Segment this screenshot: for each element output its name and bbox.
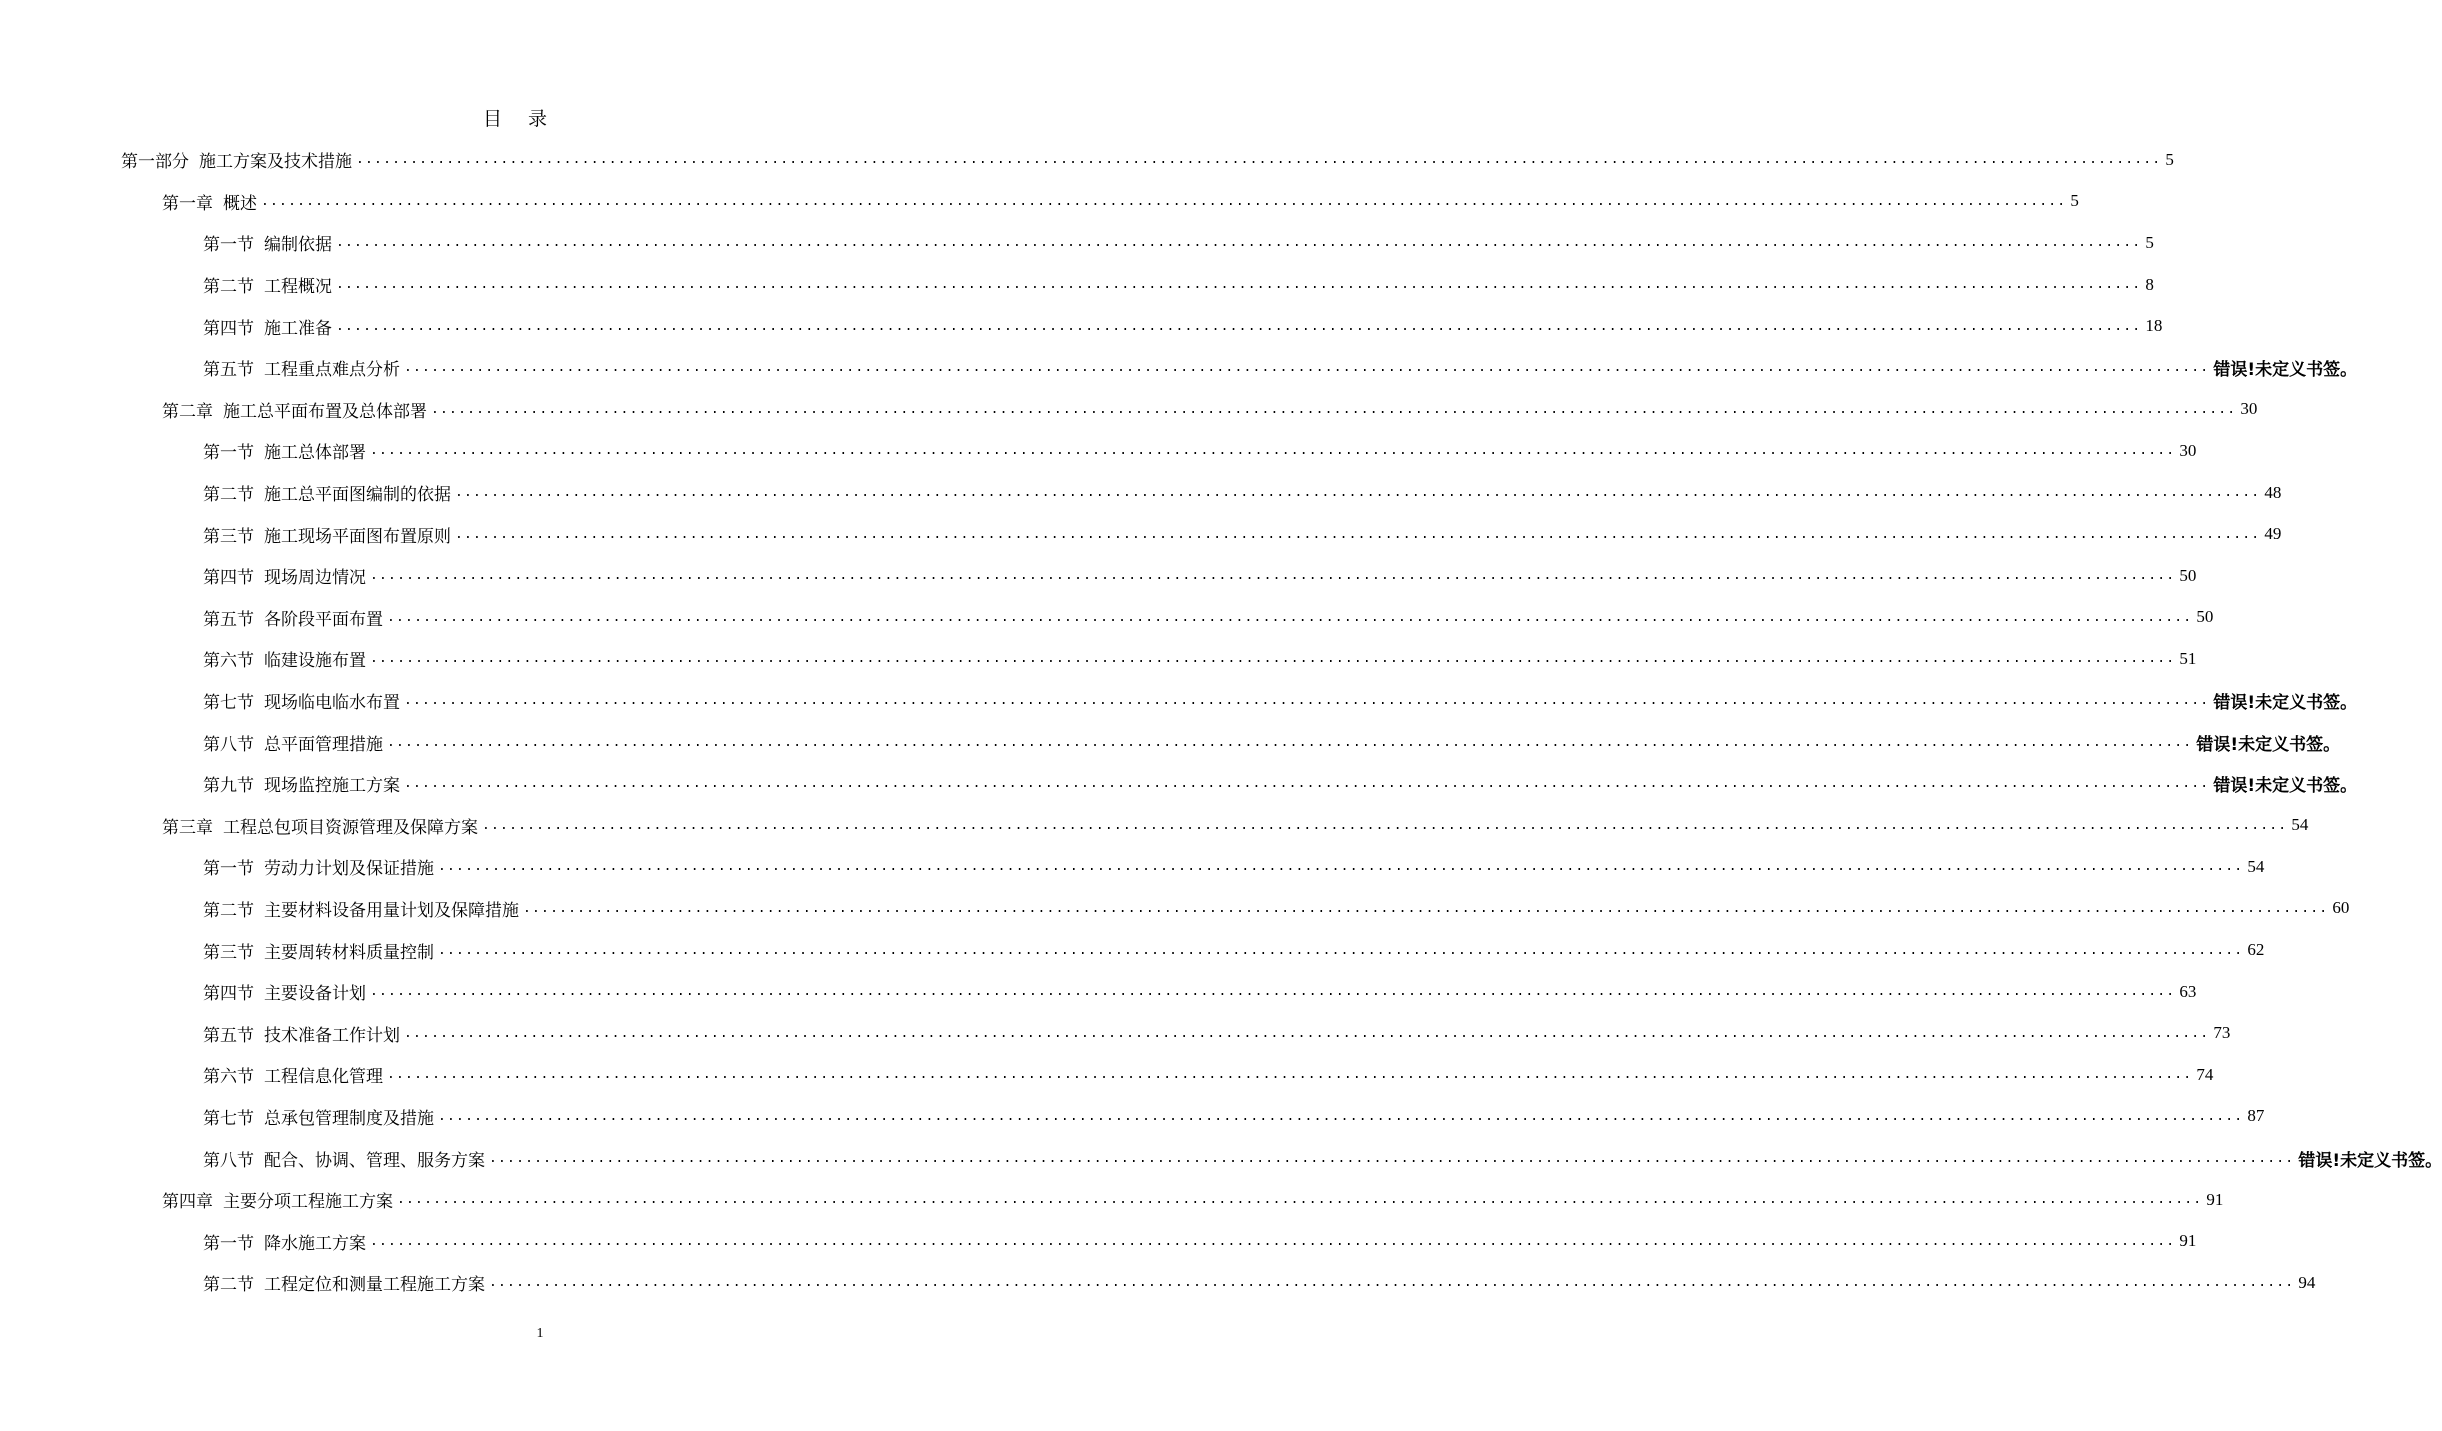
toc-entry-page: 50 bbox=[2179, 565, 2197, 585]
toc-entry-number: 第八节 bbox=[203, 734, 254, 755]
toc-entry-label bbox=[203, 1146, 485, 1171]
toc-entry-title: 现场临电临水布置 bbox=[264, 693, 400, 714]
toc-leader-dots: ........................................................................................................................................................................................................ bbox=[370, 568, 2176, 584]
toc-entry-title: 施工总平面布置及总体部署 bbox=[223, 401, 427, 422]
toc-entry-title: 劳动力计划及保证措施 bbox=[264, 859, 434, 880]
toc-leader-dots: ........................................................................................................................................................................................................ bbox=[438, 1108, 2244, 1124]
toc-entry-page: 54 bbox=[2291, 815, 2309, 835]
toc-entry-title: 工程概况 bbox=[264, 277, 332, 298]
toc-leader-dots: ........................................................................................................................................................................................................ bbox=[356, 152, 2162, 168]
toc-entry-label bbox=[121, 147, 352, 172]
toc-entry-label bbox=[162, 813, 478, 838]
toc-entry[interactable] bbox=[0, 1262, 2316, 1304]
toc-entry[interactable] bbox=[0, 347, 2358, 389]
toc-entry-error: 错误!未定义书签。 bbox=[2213, 360, 2358, 381]
toc-entry-number: 第三章 bbox=[162, 817, 213, 838]
toc-entry-label bbox=[203, 1229, 366, 1254]
toc-entry[interactable] bbox=[0, 1179, 2224, 1221]
toc-entry-page: 60 bbox=[2332, 898, 2350, 918]
toc-entry-title: 主要设备计划 bbox=[264, 984, 366, 1005]
toc-entry[interactable] bbox=[0, 763, 2358, 805]
toc-entry-title: 编制依据 bbox=[264, 235, 332, 256]
toc-entry-page: 50 bbox=[2196, 607, 2214, 627]
toc-leader-dots: ........................................................................................................................................................................................................ bbox=[404, 360, 2210, 376]
toc-entry-title: 临建设施布置 bbox=[264, 651, 366, 672]
toc-entry-title: 施工现场平面图布置原则 bbox=[264, 526, 451, 547]
toc-entry-page: 74 bbox=[2196, 1064, 2214, 1084]
toc-leader-dots: ........................................................................................................................................................................................................ bbox=[370, 443, 2176, 459]
toc-entry[interactable] bbox=[0, 846, 2265, 888]
toc-entry-title: 总平面管理措施 bbox=[264, 734, 383, 755]
toc-entry-number: 第八节 bbox=[203, 1150, 254, 1171]
toc-entry[interactable] bbox=[0, 305, 2163, 347]
toc-entry-label bbox=[203, 1104, 434, 1129]
toc-entry-number: 第七节 bbox=[203, 693, 254, 714]
toc-entry-number: 第一节 bbox=[203, 859, 254, 880]
toc-entry-label bbox=[203, 1062, 383, 1087]
toc-leader-dots: ........................................................................................................................................................................................................ bbox=[438, 942, 2244, 958]
toc-entry-label bbox=[203, 272, 332, 297]
toc-entry[interactable] bbox=[0, 1096, 2265, 1138]
toc-entry-title: 工程总包项目资源管理及保障方案 bbox=[223, 817, 478, 838]
toc-entry-error: 错误!未定义书签。 bbox=[2196, 734, 2341, 755]
toc-leader-dots: ........................................................................................................................................................................................................ bbox=[261, 193, 2067, 209]
toc-entry-page: 5 bbox=[2145, 232, 2154, 252]
toc-entry-page: 5 bbox=[2070, 191, 2079, 211]
toc-entry-label bbox=[203, 314, 332, 339]
toc-entry-label bbox=[203, 522, 451, 547]
toc-entry-number: 第四章 bbox=[162, 1192, 213, 1213]
toc-entry-page: 94 bbox=[2298, 1272, 2316, 1292]
toc-entry-number: 第六节 bbox=[203, 1067, 254, 1088]
toc-entry-page: 8 bbox=[2145, 274, 2154, 294]
toc-entry-title: 施工准备 bbox=[264, 318, 332, 339]
toc-entry-number: 第五节 bbox=[203, 360, 254, 381]
toc-entry-title: 主要材料设备用量计划及保障措施 bbox=[264, 900, 519, 921]
toc-leader-dots: ........................................................................................................................................................................................................ bbox=[387, 609, 2193, 625]
page-number: 1 bbox=[536, 1326, 544, 1341]
toc-entry-label bbox=[203, 480, 451, 505]
toc-entry-number: 第二节 bbox=[203, 277, 254, 298]
toc-entry-title: 降水施工方案 bbox=[264, 1233, 366, 1254]
toc-entry-page: 54 bbox=[2247, 856, 2265, 876]
toc-entry[interactable] bbox=[0, 1137, 2442, 1179]
toc-entry[interactable] bbox=[0, 181, 2079, 223]
toc-entry-label bbox=[203, 730, 383, 755]
toc-entry-label bbox=[203, 854, 434, 879]
toc-entry-number: 第三节 bbox=[203, 942, 254, 963]
toc-entry-label bbox=[162, 397, 427, 422]
toc-entry[interactable] bbox=[0, 139, 2174, 181]
toc-leader-dots: ........................................................................................................................................................................................................ bbox=[523, 900, 2329, 916]
toc-entry[interactable] bbox=[0, 1012, 2231, 1054]
toc-entry-number: 第二节 bbox=[203, 485, 254, 506]
toc-leader-dots: ........................................................................................................................................................................................................ bbox=[404, 1025, 2210, 1041]
toc-entry-label bbox=[203, 1270, 485, 1295]
toc-entry-number: 第一章 bbox=[162, 193, 213, 214]
toc-entry-page: 30 bbox=[2240, 399, 2258, 419]
toc-entry-title: 主要周转材料质量控制 bbox=[264, 942, 434, 963]
toc-entry-number: 第五节 bbox=[203, 1025, 254, 1046]
toc-entry-label bbox=[203, 230, 332, 255]
toc-entry-number: 第三节 bbox=[203, 526, 254, 547]
toc-entry-page: 63 bbox=[2179, 981, 2197, 1001]
toc-leader-dots: ........................................................................................................................................................................................................ bbox=[370, 1233, 2176, 1249]
toc-leader-dots: ........................................................................................................................................................................................................ bbox=[455, 526, 2261, 542]
toc-leader-dots: ........................................................................................................................................................................................................ bbox=[370, 984, 2176, 1000]
toc-entry-page: 91 bbox=[2179, 1231, 2197, 1251]
toc-entry-title: 现场周边情况 bbox=[264, 568, 366, 589]
toc-entry-page: 73 bbox=[2213, 1023, 2231, 1043]
toc-entry-title: 工程重点难点分析 bbox=[264, 360, 400, 381]
toc-entry[interactable] bbox=[0, 472, 2282, 514]
toc-entry[interactable] bbox=[0, 555, 2197, 597]
toc-entry-number: 第二章 bbox=[162, 401, 213, 422]
toc-entry-title: 施工方案及技术措施 bbox=[199, 152, 352, 173]
toc-entry-title: 概述 bbox=[223, 193, 257, 214]
toc-entry-number: 第一部分 bbox=[121, 152, 189, 173]
toc-entry-title: 技术准备工作计划 bbox=[264, 1025, 400, 1046]
toc-leader-dots: ........................................................................................................................................................................................................ bbox=[431, 401, 2237, 417]
toc-entry[interactable] bbox=[0, 597, 2214, 639]
toc-entry-number: 第一节 bbox=[203, 1233, 254, 1254]
toc-entry-label bbox=[162, 1187, 393, 1212]
toc-entry-number: 第二节 bbox=[203, 1275, 254, 1296]
toc-entry-title: 施工总平面图编制的依据 bbox=[264, 485, 451, 506]
toc-entry-label bbox=[203, 355, 400, 380]
toc-leader-dots: ........................................................................................................................................................................................................ bbox=[438, 859, 2244, 875]
toc-entry[interactable] bbox=[0, 638, 2197, 680]
toc-entry-number: 第二节 bbox=[203, 900, 254, 921]
toc-entry[interactable] bbox=[0, 430, 2197, 472]
toc-leader-dots: ........................................................................................................................................................................................................ bbox=[404, 776, 2210, 792]
toc-leader-dots: ........................................................................................................................................................................................................ bbox=[387, 734, 2193, 750]
toc-entry-label bbox=[203, 563, 366, 588]
toc-entry-error: 错误!未定义书签。 bbox=[2213, 693, 2358, 714]
toc-entry-title: 工程信息化管理 bbox=[264, 1067, 383, 1088]
toc-entry[interactable] bbox=[0, 971, 2197, 1013]
toc-entry-title: 配合、协调、管理、服务方案 bbox=[264, 1150, 485, 1171]
toc-leader-dots: ........................................................................................................................................................................................................ bbox=[370, 651, 2176, 667]
toc-entry-page: 30 bbox=[2179, 440, 2197, 460]
toc-entry-title: 总承包管理制度及措施 bbox=[264, 1108, 434, 1129]
toc-entry-page: 48 bbox=[2264, 482, 2282, 502]
toc-entry[interactable] bbox=[0, 222, 2154, 264]
toc-leader-dots: ........................................................................................................................................................................................................ bbox=[455, 485, 2261, 501]
toc-entry-number: 第一节 bbox=[203, 443, 254, 464]
toc-entry-number: 第九节 bbox=[203, 776, 254, 797]
toc-entry[interactable] bbox=[0, 888, 2350, 930]
toc-entry-title: 施工总体部署 bbox=[264, 443, 366, 464]
toc-entry-label bbox=[203, 979, 366, 1004]
toc-entry-label bbox=[203, 438, 366, 463]
toc-entry-title: 主要分项工程施工方案 bbox=[223, 1192, 393, 1213]
toc-entry[interactable] bbox=[0, 264, 2154, 306]
toc-entry-number: 第六节 bbox=[203, 651, 254, 672]
toc-entry-title: 现场监控施工方案 bbox=[264, 776, 400, 797]
toc-entry-label bbox=[203, 896, 519, 921]
toc-entry[interactable] bbox=[0, 1220, 2197, 1262]
toc-entry-label bbox=[203, 771, 400, 796]
toc-leader-dots: ........................................................................................................................................................................................................ bbox=[387, 1067, 2193, 1083]
toc-leader-dots: ........................................................................................................................................................................................................ bbox=[336, 318, 2142, 334]
toc-leader-dots: ........................................................................................................................................................................................................ bbox=[397, 1192, 2203, 1208]
toc-entry[interactable] bbox=[0, 389, 2258, 431]
toc-entry-number: 第一节 bbox=[203, 235, 254, 256]
toc-entry[interactable] bbox=[0, 721, 2341, 763]
toc-entry[interactable] bbox=[0, 929, 2265, 971]
toc-leader-dots: ........................................................................................................................................................................................................ bbox=[336, 277, 2142, 293]
toc-entry-number: 第七节 bbox=[203, 1108, 254, 1129]
toc-entry-page: 51 bbox=[2179, 648, 2197, 668]
toc-entry-label bbox=[203, 938, 434, 963]
toc-entry-page: 91 bbox=[2206, 1189, 2224, 1209]
toc-entry-page: 62 bbox=[2247, 940, 2265, 960]
toc-leader-dots: ........................................................................................................................................................................................................ bbox=[404, 693, 2210, 709]
toc-entry-number: 第四节 bbox=[203, 318, 254, 339]
toc-entry-error: 错误!未定义书签。 bbox=[2298, 1150, 2442, 1171]
toc-entry-page: 18 bbox=[2145, 316, 2163, 336]
toc-entry-label bbox=[203, 646, 366, 671]
toc-entry-number: 第五节 bbox=[203, 609, 254, 630]
toc-leader-dots: ........................................................................................................................................................................................................ bbox=[489, 1275, 2295, 1291]
toc-leader-dots: ........................................................................................................................................................................................................ bbox=[482, 817, 2288, 833]
toc-entry-page: 5 bbox=[2165, 149, 2174, 169]
toc-entry-page: 87 bbox=[2247, 1106, 2265, 1126]
toc-entry-label bbox=[203, 688, 400, 713]
toc-entry-label bbox=[203, 605, 383, 630]
toc-entry-number: 第四节 bbox=[203, 984, 254, 1005]
toc-entry-page: 49 bbox=[2264, 524, 2282, 544]
toc-entry-title: 工程定位和测量工程施工方案 bbox=[264, 1275, 485, 1296]
toc-entry-label bbox=[162, 189, 257, 214]
toc-entry[interactable] bbox=[0, 680, 2358, 722]
toc-entry[interactable] bbox=[0, 513, 2282, 555]
toc-leader-dots: ........................................................................................................................................................................................................ bbox=[489, 1150, 2295, 1166]
toc-entry-number: 第四节 bbox=[203, 568, 254, 589]
toc-entry-error: 错误!未定义书签。 bbox=[2213, 776, 2358, 797]
toc-heading: 目 录 bbox=[482, 108, 558, 130]
toc-entry[interactable] bbox=[0, 1054, 2214, 1096]
toc-entry-label bbox=[203, 1021, 400, 1046]
toc-leader-dots: ........................................................................................................................................................................................................ bbox=[336, 235, 2142, 251]
toc-entry[interactable] bbox=[0, 805, 2309, 847]
table-of-contents bbox=[0, 139, 2442, 1304]
toc-entry-title: 各阶段平面布置 bbox=[264, 609, 383, 630]
